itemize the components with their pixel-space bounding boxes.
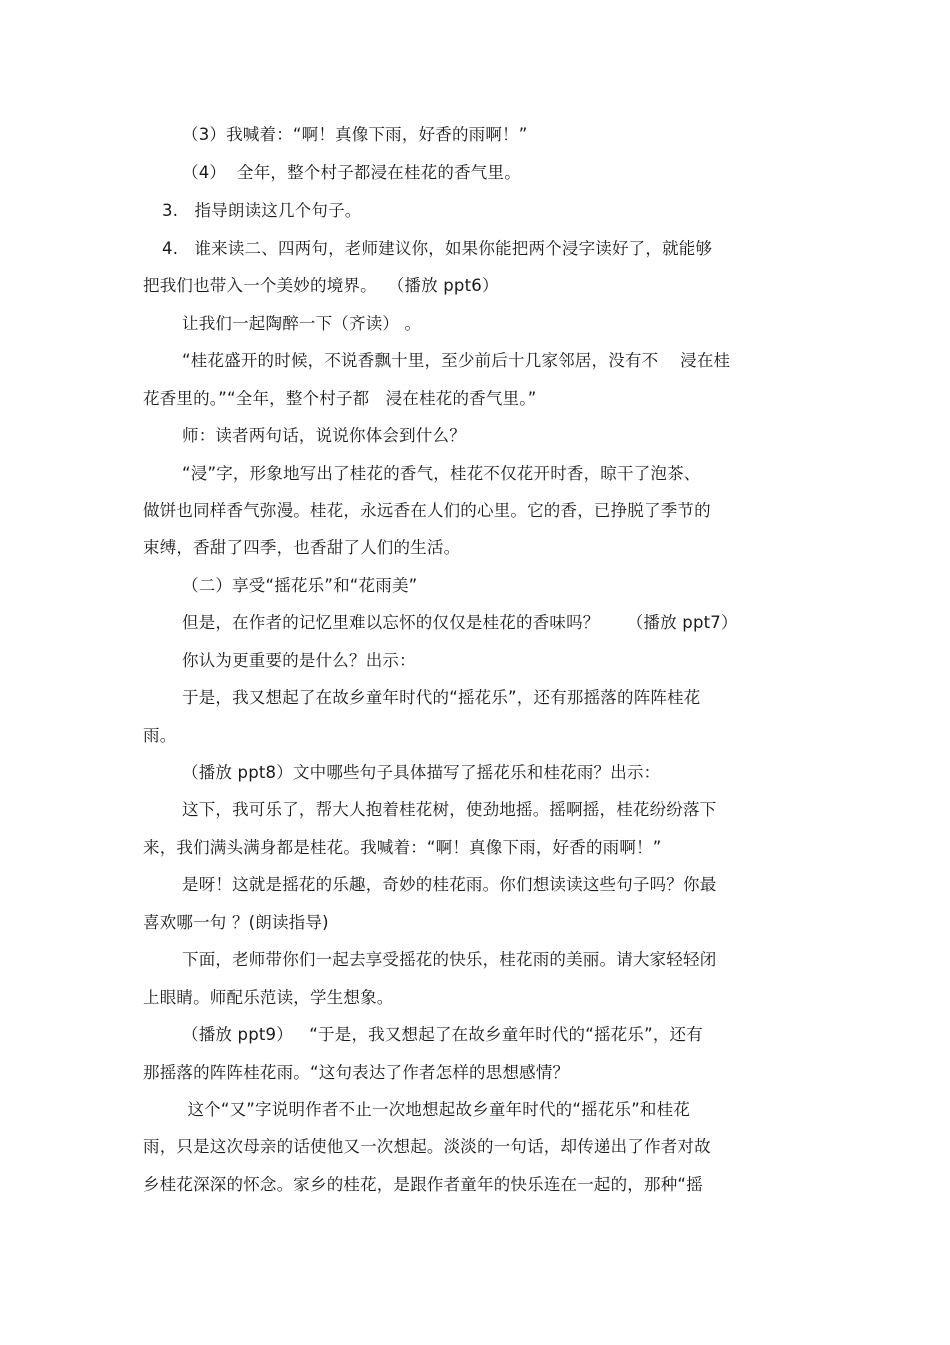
text-line: 4. 谁来读二、四两句，老师建议你，如果你能把两个浸字读好了，就能够: [162, 239, 713, 258]
text-line: 来，我们满头满身都是桂花。我喊着：“啊！真像下雨，好香的雨啊！”: [143, 838, 662, 857]
text-line: 喜欢哪一句 ？(朗读指导): [143, 913, 329, 932]
text-line: “浸”字，形象地写出了桂花的香气，桂花不仅花开时香，晾干了泡茶、: [182, 464, 701, 483]
text-line: （播放 ppt9） “于是，我又想起了在故乡童年时代的“摇花乐”，还有: [182, 1025, 703, 1044]
text-line: 那摇落的阵阵桂花雨。“这句表达了作者怎样的思想感情？: [143, 1063, 570, 1082]
text-line: 花香里的。”“全年，整个村子都 浸在桂花的香气里。”: [143, 389, 537, 408]
text-line: （3）我喊着：“啊！真像下雨，好香的雨啊！”: [182, 125, 528, 144]
text-line: 但是，在作者的记忆里难以忘怀的仅仅是桂花的香味吗？ （播放 ppt7）: [182, 613, 738, 632]
text-line: 是呀！这就是摇花的乐趣，奇妙的桂花雨。你们想读读这些句子吗？你最: [182, 875, 717, 894]
text-line: 你认为更重要的是什么？出示：: [182, 651, 416, 670]
text-line: 雨，只是这次母亲的话使他又一次想起。淡淡的一句话，却传递出了作者对故: [143, 1137, 711, 1156]
text-line: （4） 全年，整个村子都浸在桂花的香气里。: [182, 163, 521, 182]
text-line: 上眼睛。师配乐范读，学生想象。: [143, 988, 394, 1007]
text-line: 师：读者两句话，说说你体会到什么？: [182, 426, 466, 445]
text-line: 这下，我可乐了，帮大人抱着桂花树，使劲地摇。摇啊摇，桂花纷纷落下: [182, 800, 717, 819]
text-line: 这个“又”字说明作者不止一次地想起故乡童年时代的“摇花乐”和桂花: [182, 1100, 691, 1119]
text-line: 雨。: [143, 726, 177, 745]
text-line: 做饼也同样香气弥漫。桂花，永远香在人们的心里。它的香，已挣脱了季节的: [143, 501, 711, 520]
text-line: “桂花盛开的时候，不说香飘十里，至少前后十几家邻居，没有不 浸在桂: [182, 351, 731, 370]
section-heading: （二）享受“摇花乐”和“花雨美”: [182, 576, 418, 595]
text-line: 下面，老师带你们一起去享受摇花的快乐，桂花雨的美丽。请大家轻轻闭: [182, 950, 717, 969]
text-line: （播放 ppt8）文中哪些句子具体描写了摇花乐和桂花雨？出示：: [182, 763, 661, 782]
text-line: 让我们一起陶醉一下（齐读） 。: [182, 314, 422, 333]
text-line: 把我们也带入一个美妙的境界。 （播放 ppt6）: [143, 276, 499, 295]
text-line: 束缚，香甜了四季，也香甜了人们的生活。: [143, 538, 461, 557]
text-line: 乡桂花深深的怀念。家乡的桂花，是跟作者童年的快乐连在一起的，那种“摇: [143, 1175, 703, 1194]
text-line: 3. 指导朗读这几个句子。: [162, 201, 362, 220]
text-line: 于是，我又想起了在故乡童年时代的“摇花乐”，还有那摇落的阵阵桂花: [182, 688, 701, 707]
